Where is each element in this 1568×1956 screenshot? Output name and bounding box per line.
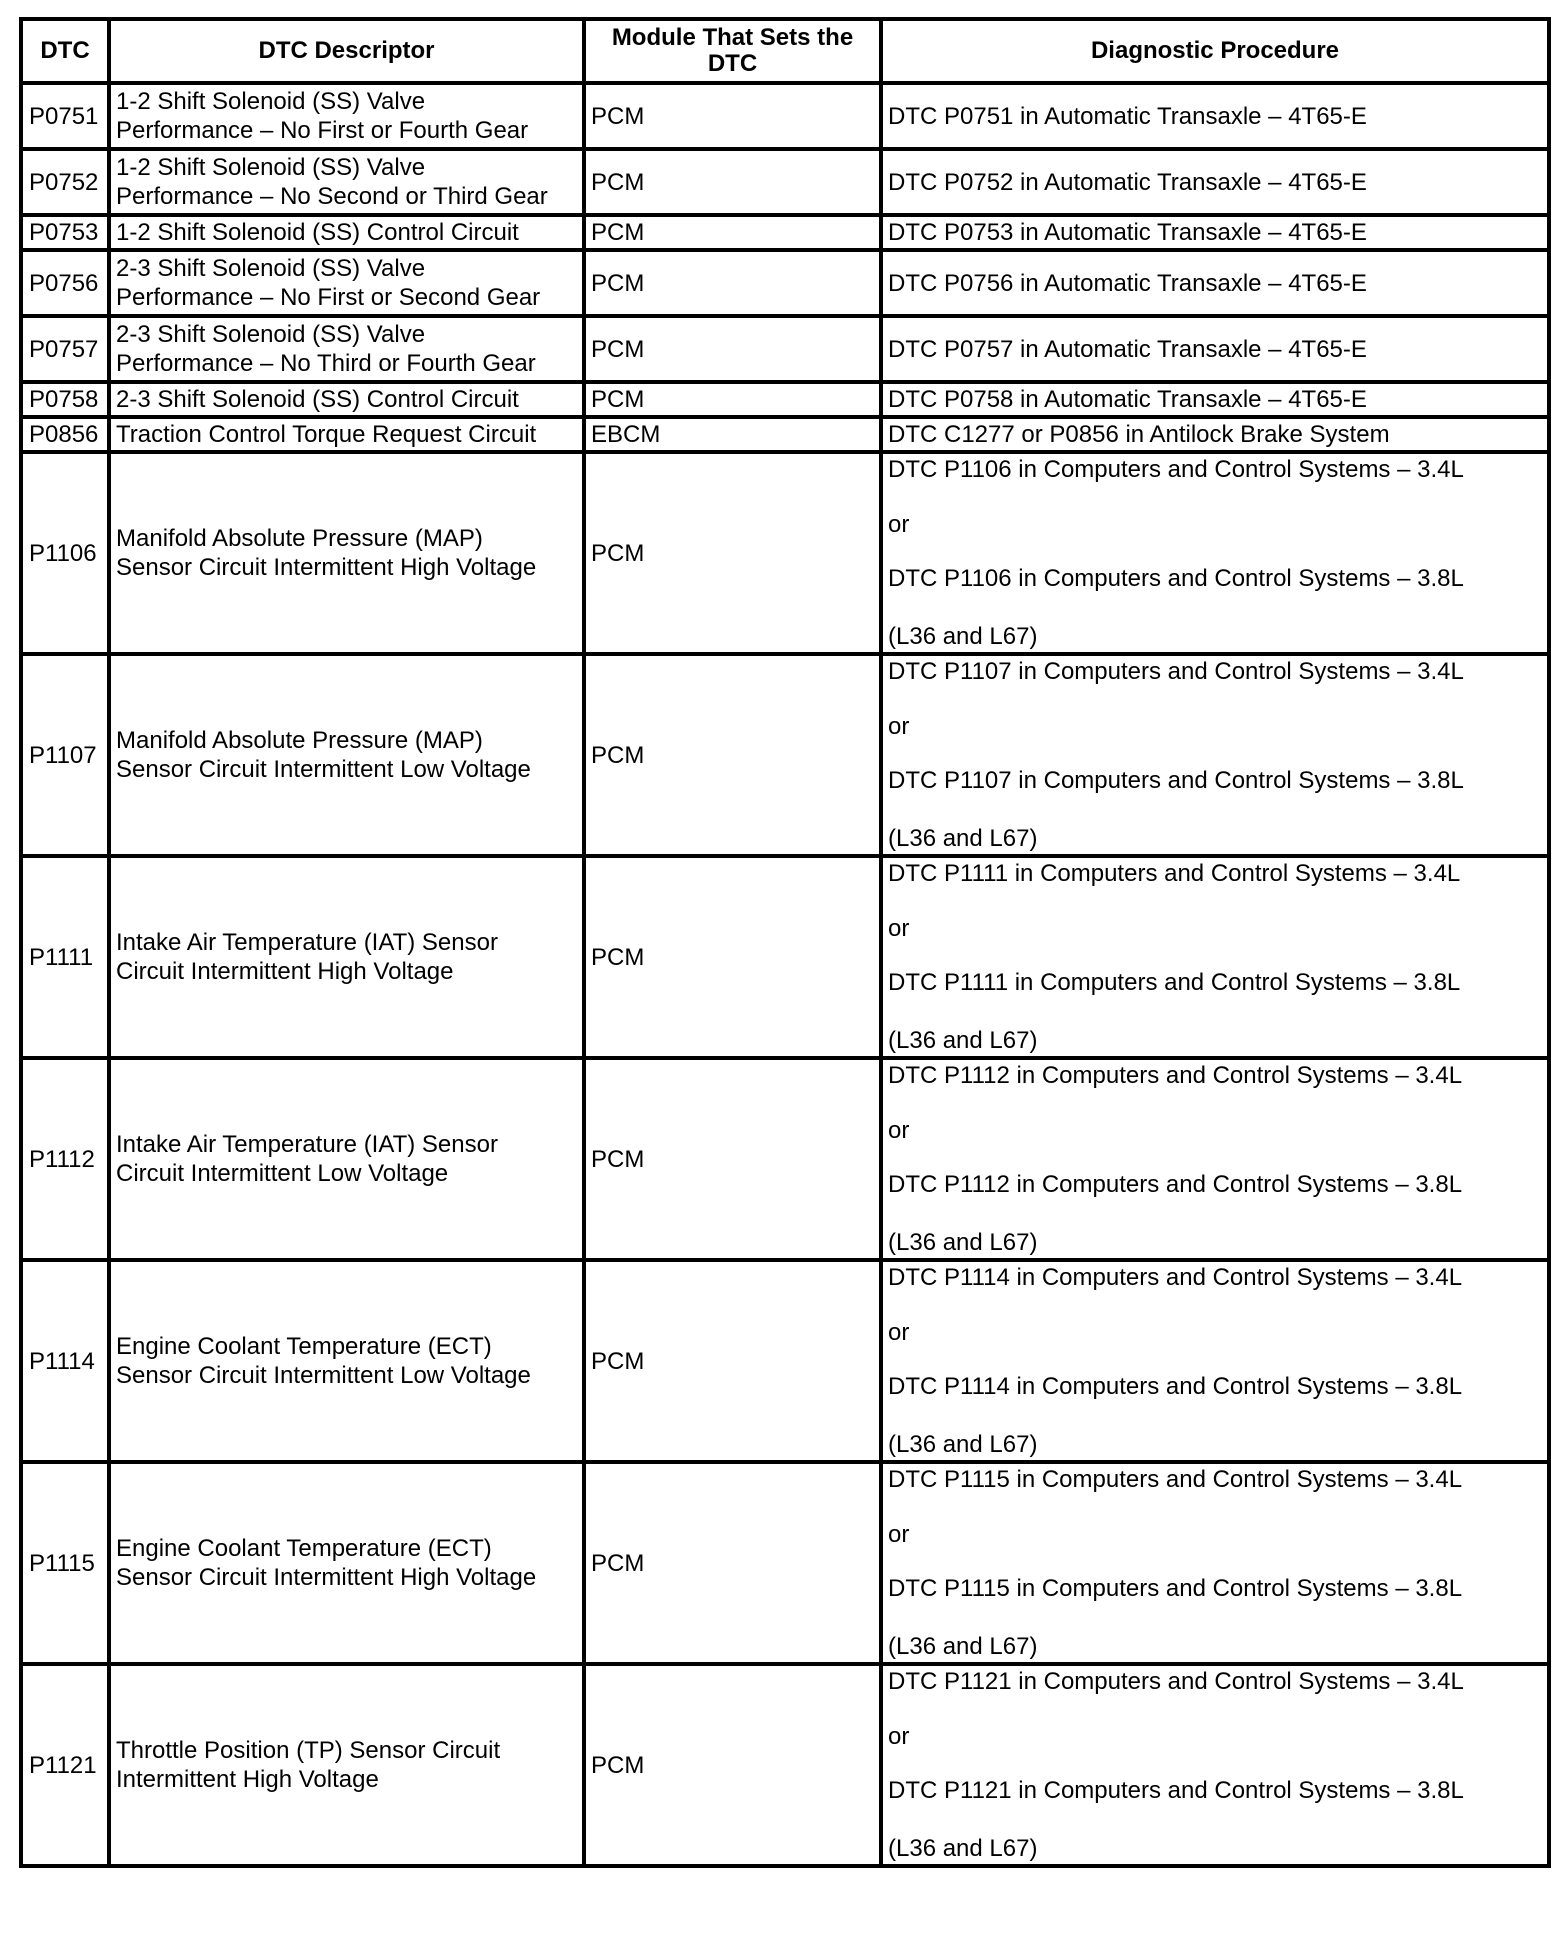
dtc-descriptor (109, 250, 584, 316)
procedure-text: DTC P1112 in Computers and Control Systems – 3.8L (888, 1171, 1463, 1198)
dtc-code: P1106 (21, 452, 109, 654)
diagnostic-procedure: DTC P0758 in Automatic Transaxle – 4T65-E (881, 382, 1549, 417)
descriptor-line: Circuit Intermittent Low Voltage (116, 1160, 449, 1187)
descriptor-line: Sensor Circuit Intermittent Low Voltage (116, 756, 531, 783)
dtc-code: P1114 (21, 1260, 109, 1462)
diagnostic-procedure (881, 856, 1549, 1058)
descriptor-line: 1-2 Shift Solenoid (SS) Valve (116, 154, 426, 181)
descriptor-line: Intake Air Temperature (IAT) Sensor (116, 929, 498, 956)
dtc-code: P1121 (21, 1664, 109, 1866)
module: PCM (584, 654, 881, 856)
table-row (21, 1058, 1549, 1260)
procedure-or: or (888, 914, 910, 942)
module: PCM (584, 83, 881, 149)
table-row (21, 83, 1549, 149)
descriptor-line: Intermittent High Voltage (116, 1766, 379, 1793)
procedure-or: or (888, 1116, 910, 1144)
table-row (21, 316, 1549, 382)
procedure-line (888, 766, 1542, 853)
diagnostic-procedure (881, 1058, 1549, 1260)
dtc-descriptor (109, 1260, 584, 1462)
procedure-text: (L36 and L67) (888, 623, 1038, 650)
procedure-or: or (888, 1520, 910, 1548)
dtc-code: P0757 (21, 316, 109, 382)
descriptor-line: Engine Coolant Temperature (ECT) (116, 1535, 492, 1562)
header-module: Module That Sets the DTC (584, 19, 881, 83)
procedure-text: DTC P1121 in Computers and Control Systems – 3.8L (888, 1777, 1464, 1804)
table-row (21, 382, 1549, 417)
dtc-descriptor: Traction Control Torque Request Circuit (109, 417, 584, 452)
dtc-descriptor (109, 654, 584, 856)
dtc-code: P1112 (21, 1058, 109, 1260)
diagnostic-procedure: DTC P0752 in Automatic Transaxle – 4T65-E (881, 149, 1549, 215)
table-row (21, 1462, 1549, 1664)
procedure-line: DTC P1107 in Computers and Control Systems – 3.4L (888, 658, 1464, 685)
header-descriptor: DTC Descriptor (109, 19, 584, 83)
dtc-descriptor (109, 83, 584, 149)
descriptor-line: Throttle Position (TP) Sensor Circuit (116, 1737, 501, 1764)
dtc-code: P0758 (21, 382, 109, 417)
procedure-line: DTC P1112 in Computers and Control Systems – 3.4L (888, 1062, 1463, 1089)
dtc-descriptor (109, 1664, 584, 1866)
descriptor-line: Engine Coolant Temperature (ECT) (116, 1333, 492, 1360)
table-row (21, 250, 1549, 316)
procedure-line (888, 1574, 1542, 1661)
procedure-text: DTC P1107 in Computers and Control Systems – 3.8L (888, 767, 1464, 794)
procedure-or: or (888, 1318, 910, 1346)
descriptor-line: Sensor Circuit Intermittent High Voltage (116, 1564, 537, 1591)
diagnostic-procedure: DTC P0753 in Automatic Transaxle – 4T65-E (881, 215, 1549, 250)
table-row (21, 215, 1549, 250)
descriptor-line: Sensor Circuit Intermittent High Voltage (116, 554, 537, 581)
diagnostic-procedure: DTC C1277 or P0856 in Antilock Brake System (881, 417, 1549, 452)
dtc-descriptor (109, 856, 584, 1058)
procedure-line: DTC P1115 in Computers and Control Systems – 3.4L (888, 1466, 1463, 1493)
header-procedure: Diagnostic Procedure (881, 19, 1549, 83)
diagnostic-procedure: DTC P0751 in Automatic Transaxle – 4T65-E (881, 83, 1549, 149)
header-row (21, 19, 1549, 83)
procedure-text: (L36 and L67) (888, 1633, 1038, 1660)
dtc-code: P0753 (21, 215, 109, 250)
descriptor-line: Manifold Absolute Pressure (MAP) (116, 525, 483, 552)
procedure-line: DTC P1114 in Computers and Control Systems – 3.4L (888, 1264, 1463, 1291)
diagnostic-procedure: DTC P0756 in Automatic Transaxle – 4T65-E (881, 250, 1549, 316)
procedure-line (888, 1170, 1542, 1257)
dtc-descriptor (109, 316, 584, 382)
module: PCM (584, 856, 881, 1058)
descriptor-line: 1-2 Shift Solenoid (SS) Valve (116, 88, 426, 115)
dtc-code: P1111 (21, 856, 109, 1058)
procedure-text: DTC P1106 in Computers and Control Systems – 3.8L (888, 565, 1464, 592)
procedure-text: DTC P1114 in Computers and Control Systems – 3.8L (888, 1373, 1463, 1400)
header-dtc: DTC (21, 19, 109, 83)
module: PCM (584, 382, 881, 417)
table-row (21, 417, 1549, 452)
descriptor-line: Intake Air Temperature (IAT) Sensor (116, 1131, 498, 1158)
procedure-or: or (888, 1722, 910, 1750)
descriptor-line: 2-3 Shift Solenoid (SS) Valve (116, 255, 426, 282)
module: PCM (584, 149, 881, 215)
table-row (21, 1260, 1549, 1462)
procedure-text: (L36 and L67) (888, 1431, 1038, 1458)
diagnostic-procedure (881, 654, 1549, 856)
dtc-code: P0751 (21, 83, 109, 149)
dtc-code: P0756 (21, 250, 109, 316)
dtc-descriptor (109, 149, 584, 215)
diagnostic-procedure (881, 1462, 1549, 1664)
module: PCM (584, 316, 881, 382)
procedure-line (888, 564, 1542, 651)
dtc-descriptor: 2-3 Shift Solenoid (SS) Control Circuit (109, 382, 584, 417)
module: PCM (584, 1058, 881, 1260)
module: PCM (584, 452, 881, 654)
procedure-text: (L36 and L67) (888, 1835, 1038, 1862)
module: PCM (584, 215, 881, 250)
dtc-code: P1115 (21, 1462, 109, 1664)
dtc-descriptor (109, 452, 584, 654)
dtc-code: P1107 (21, 654, 109, 856)
procedure-or: or (888, 510, 910, 538)
descriptor-line: 2-3 Shift Solenoid (SS) Valve (116, 321, 426, 348)
table-row (21, 1664, 1549, 1866)
descriptor-line: Performance – No Second or Third Gear (116, 183, 548, 210)
procedure-text: (L36 and L67) (888, 1229, 1038, 1256)
table-row (21, 654, 1549, 856)
procedure-text: DTC P1115 in Computers and Control Systems – 3.8L (888, 1575, 1463, 1602)
module: PCM (584, 1664, 881, 1866)
procedure-text: (L36 and L67) (888, 825, 1038, 852)
dtc-code: P0856 (21, 417, 109, 452)
procedure-line: DTC P1111 in Computers and Control Systems – 3.4L (888, 860, 1461, 887)
diagnostic-procedure: DTC P0757 in Automatic Transaxle – 4T65-E (881, 316, 1549, 382)
descriptor-line: Performance – No Third or Fourth Gear (116, 350, 536, 377)
procedure-line (888, 1776, 1542, 1863)
dtc-descriptor (109, 1058, 584, 1260)
diagnostic-procedure (881, 452, 1549, 654)
descriptor-line: Performance – No First or Fourth Gear (116, 117, 529, 144)
module: EBCM (584, 417, 881, 452)
procedure-line (888, 968, 1542, 1055)
descriptor-line: Performance – No First or Second Gear (116, 284, 541, 311)
descriptor-line: Sensor Circuit Intermittent Low Voltage (116, 1362, 531, 1389)
procedure-or: or (888, 712, 910, 740)
descriptor-line: Manifold Absolute Pressure (MAP) (116, 727, 483, 754)
procedure-line: DTC P1106 in Computers and Control Systems – 3.4L (888, 456, 1464, 483)
table-row (21, 856, 1549, 1058)
table-row (21, 149, 1549, 215)
module: PCM (584, 1260, 881, 1462)
module: PCM (584, 1462, 881, 1664)
descriptor-line: Circuit Intermittent High Voltage (116, 958, 454, 985)
dtc-descriptor (109, 1462, 584, 1664)
procedure-text: (L36 and L67) (888, 1027, 1038, 1054)
dtc-descriptor: 1-2 Shift Solenoid (SS) Control Circuit (109, 215, 584, 250)
module: PCM (584, 250, 881, 316)
procedure-text: DTC P1111 in Computers and Control Systems – 3.8L (888, 969, 1461, 996)
procedure-line (888, 1372, 1542, 1459)
procedure-line: DTC P1121 in Computers and Control Systems – 3.4L (888, 1668, 1464, 1695)
diagnostic-procedure (881, 1260, 1549, 1462)
dtc-table (19, 17, 1551, 1868)
dtc-code: P0752 (21, 149, 109, 215)
table-row (21, 452, 1549, 654)
diagnostic-procedure (881, 1664, 1549, 1866)
